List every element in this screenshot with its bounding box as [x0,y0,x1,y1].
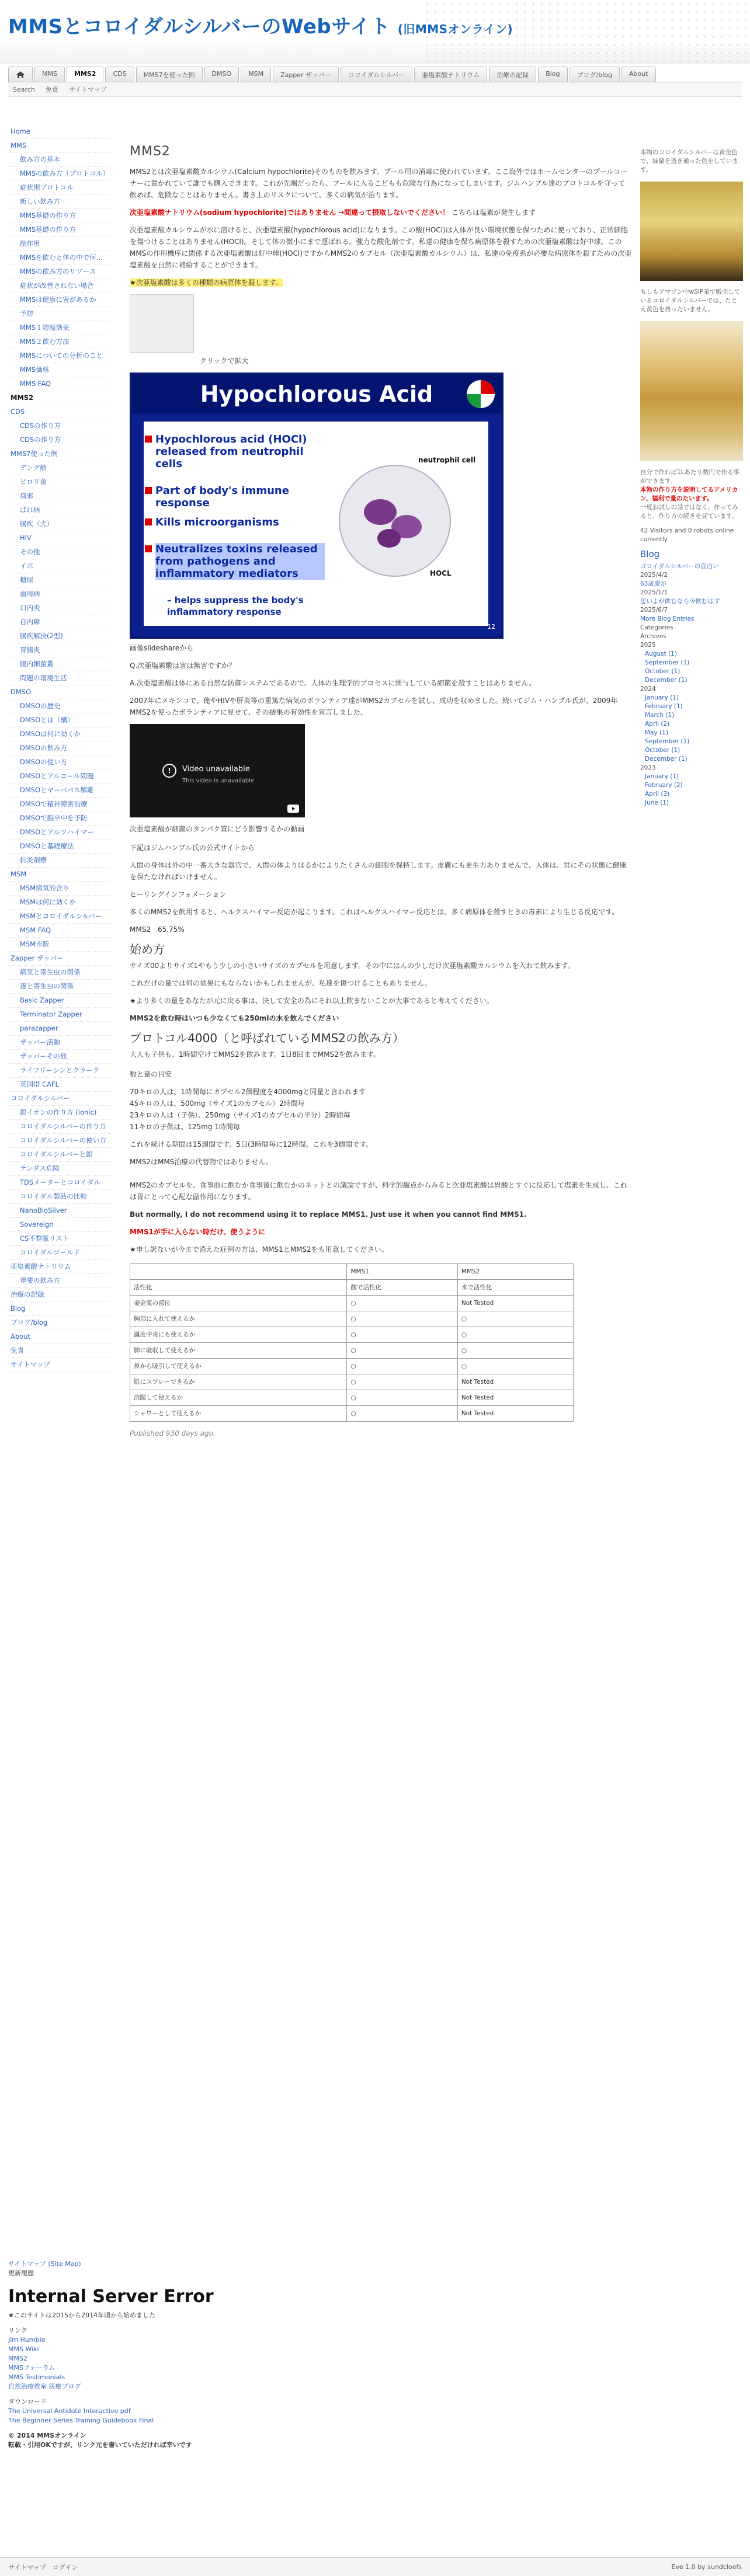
visitors-count: 42 Visitors and 0 robots online currently [640,527,734,543]
sidebar-item-86[interactable]: About [8,1330,112,1344]
sidebar-item-11[interactable]: 症状が改善されない場合 [8,279,112,293]
archive-item-2[interactable]: September (1) [645,659,690,666]
paragraph-hocl-note [130,277,632,288]
sidebar-item-32[interactable]: 糖尿 [8,573,112,587]
sidebar-item-0[interactable]: Home [8,125,112,139]
sidebar-item-56[interactable]: MSMとコロイダルシルバー [8,910,112,924]
subnav-link-0[interactable]: Search [13,85,35,93]
slide-title: Hypochlorous Acid [132,375,501,413]
table-row-2 [130,1327,574,1343]
footer-link-4[interactable]: MMS Testimonials [8,2373,65,2381]
table-row-1-cell-1: ○ [347,1311,457,1327]
table-row-6 [130,1390,574,1406]
warning-icon: ! [162,764,176,778]
nav-tab-2[interactable]: CDS [105,67,134,82]
heading-start: 始め方 [130,942,165,956]
nav-tab-11[interactable]: ブログ/blog [570,67,620,82]
nav-tab-8[interactable]: 亜塩素酸ナトリウム [414,67,487,82]
copyright-2 [8,2441,242,2450]
table-row-2-cell-0: 濃度中毒にも使えるか [130,1327,347,1343]
home-icon [16,71,25,79]
nav-tab-1[interactable]: MMS2 [67,67,103,82]
sidebar-item-63[interactable]: Terminator Zapper [8,1008,112,1022]
dose-note-2: MMS2はMMS治療の代替物ではありません。 [130,1158,273,1166]
sidebar-item-40[interactable]: DMSO [8,685,112,699]
hocl-label: HOCL [430,569,452,577]
site-title-text[interactable]: MMSとコロイダルシルバーのWebサイト [8,15,391,39]
table-row-5-cell-1: ○ [347,1374,457,1390]
sidebar-item-87[interactable]: 免責 [8,1344,112,1358]
protocol-paragraph: 大人も子供も、1時間空けてMMS2を飲みます。1日8回までMMS2を飲みます。 [130,1050,380,1059]
main-content [130,146,632,1445]
dose-item-0: 70キロの人は、1時間毎にカプセル2個程度を4000mgと同量と言われます [130,1088,366,1096]
blog-entry-1[interactable] [640,562,743,580]
table-header-row-cell-1: MMS1 [347,1264,457,1280]
start-red-text: MMS2を飲む時はいつも少なくても250mlの水を飲んでください [130,1014,339,1022]
blog-entry-2[interactable] [640,580,743,597]
copyright-2-text: 転載・引用OKですが、リンク元を書いていただければ幸いです [8,2441,192,2449]
sidebar-item-79[interactable]: CS不整脈リスト [8,1232,112,1246]
slide-bullet-4: Neutralizes toxins released from pathogens and inflammatory mediators [155,543,325,580]
nav-home-tab[interactable] [8,67,33,82]
table-row-5-cell-0: 肌にスプレーできるか [130,1374,347,1390]
table-row-4-cell-1: ○ [347,1359,457,1374]
page-title: MMS2 [130,144,171,159]
categories-label: Categories [640,624,673,631]
blog-entry-1-link[interactable]: ゴロイダルシルバーの面白い [640,563,719,570]
sidebar-item-16[interactable]: MMSについての分析のこと [8,349,112,363]
sidebar-item-69[interactable]: コロイダルシルバー [8,1092,112,1106]
paragraph-hocl: 次亜塩素酸カルシウムが水に溶けると、次亜塩素酸(hypochlorous acid)になります。この酸(HOCl)は人体が良い環境状態を保つために使っており、正常細胞を傷つけることはありません(HOCl)。そして体の微小にまで運ばれる。強力な酸化剤です。私達の健康を保ち病原体を殺すための次亜塩素酸は好中球。このMMSの作用機序に関係する次亜塩素酸は好中球(HOCl)ですからMMS2のカプセル（次亜塩素酸カルシウム）は、私達の免疫系が必要な病原体を殺すための次亜塩素酸を自然に補給することができます。 [130,226,632,269]
sidebar-item-51[interactable]: DMSOと基礎療法 [8,840,112,854]
sidebar-item-85[interactable]: ブログ/blog [8,1316,112,1330]
footer-link-2[interactable]: MMS2 [8,2355,27,2362]
blog-entry-3[interactable] [640,597,743,615]
sidebar-item-41[interactable]: DMSOの歴史 [8,699,112,713]
sidebar-item-68[interactable]: 英国帯 CAFL [8,1078,112,1092]
table-row-5-cell-2: Not Tested [457,1374,573,1390]
nav-tab-7[interactable]: コロイダルシルバー [341,67,412,82]
table-row-7-cell-1: ○ [347,1406,457,1422]
sidebar-item-70[interactable]: 銀イオンの作り方 (ionic) [8,1106,112,1120]
download-2-link[interactable]: The Beginner Series Training Guidebook Final [8,2417,154,2424]
footer-link-1[interactable]: MMS Wiki [8,2345,39,2353]
sidebar-item-9[interactable]: MMSを飲むと体の中で何… [8,251,112,265]
sidebar-item-54[interactable]: MSM病気的含り [8,882,112,896]
theme-credit[interactable]: Eve 1.0 by sundcloefs [671,2563,742,2571]
table-row-0-cell-1: ○ [347,1296,457,1311]
nav-tab-9[interactable]: 治療の記録 [489,67,536,82]
sidebar-item-73[interactable]: コロイダルシルバーと銀 [8,1148,112,1162]
start-paragraph-3: ★より多くの量をあなたが元に戻る事は、決して安全の為にそれ以上飲まないことが大事であると考えてください。 [130,997,494,1005]
sidebar-item-49[interactable]: DMSOで脳卒中を予防 [8,812,112,826]
table-row-1-cell-2: ○ [457,1311,573,1327]
sidebar-item-19[interactable]: MMS2 [8,391,112,405]
right-sidebar [640,148,743,807]
sidebar-item-2[interactable]: 飲み方の基本 [8,153,112,167]
copyright [8,2431,242,2441]
dose-note: これを続ける期間は15週間です。5日(3時間毎に12時間。これを3週間です。 [130,1140,373,1148]
table-row-1-cell-0: 胸部に入れて使えるか [130,1311,347,1327]
sidebar-item-45[interactable]: DMSOの使い方 [8,756,112,770]
sidebar-item-50[interactable]: DMSOとアルツハイマー [8,826,112,840]
footer-history: 更新履歴 [8,2269,34,2277]
sidebar-item-24[interactable]: デング熱 [8,461,112,475]
sidebar-item-20[interactable]: CDS [8,405,112,419]
right-text-2: もしもアマゾン中wSIP業で販売しているコロイダルシルバーでは、たとえ黄色を持ったいません。 [640,288,741,313]
sidebar-item-37[interactable]: 胃腸炎 [8,643,112,657]
sidebar-item-27[interactable]: ぱれ病 [8,503,112,517]
sidebar-item-66[interactable]: ザッパーその他 [8,1050,112,1064]
table-row-0-cell-0: 妻金薬の部位 [130,1296,347,1311]
table-sub-row [130,1280,574,1296]
right-red-text: 本物の作り方を説明してるアメリカン、福利で量のたいます。 [640,486,738,502]
blog-entry-2-date: 2025/1/1 [640,589,668,596]
sidebar-item-7[interactable]: MMS基礎の作り方 [8,223,112,237]
sidebar-item-58[interactable]: MSM市販 [8,938,112,952]
sidebar-item-84[interactable]: Blog [8,1302,112,1316]
footer-links [8,2335,242,2391]
sidebar-item-28[interactable]: 腸疾（犬） [8,517,112,531]
archive-item-15[interactable]: January (1) [645,773,679,780]
more-blog-entries[interactable]: More Blog Entries [640,615,695,622]
download-1[interactable] [8,2407,242,2416]
sidebar-item-18[interactable]: MMS FAQ [8,377,112,391]
sidebar-item-10[interactable]: MMSの飲み方のリソース [8,265,112,279]
download-title: ダウンロード [8,2398,47,2406]
footer-link-3[interactable]: MMSフォーラム [8,2364,55,2372]
thumbnail-image[interactable] [130,294,194,353]
table-sub-row-cell-0: 活性化 [130,1280,347,1296]
english-note [130,1209,632,1220]
table-row-4 [130,1359,574,1374]
sidebar-item-5[interactable]: 新しい飲み方 [8,195,112,209]
archive-item-1[interactable]: August (1) [645,650,677,657]
bottom-left-links[interactable]: サイトマップ ログイン [8,2563,78,2571]
sidebar-item-42[interactable]: DMSOとは（構） [8,713,112,727]
table-row-1 [130,1311,574,1327]
nav-tab-4[interactable]: DMSO [204,67,239,82]
sidebar-item-12[interactable]: MMSは健康に害があるか [8,293,112,307]
sidebar-item-15[interactable]: MMS２飲む方法 [8,335,112,349]
bottom-bar [0,2557,750,2576]
sidebar-item-82[interactable]: 重要の飲み方 [8,1274,112,1288]
click-to-enlarge[interactable]: クリックで拡大 [200,357,249,365]
sidebar-item-64[interactable]: parazapper [8,1022,112,1036]
quote-source: 下記はジムハンブル氏の公式サイトから [130,844,255,852]
footer-sitemap[interactable] [8,2260,242,2269]
copyright-text: © 2014 MMSオンライン [8,2432,86,2439]
archive-item-3[interactable]: October (1) [645,668,680,675]
sidebar-item-55[interactable]: MSMは何に効くか [8,896,112,910]
footer-link-5[interactable]: 自然治療教室 医療ブログ [8,2383,81,2390]
footer-link-title: リンク [8,2327,27,2334]
archive-item-4[interactable]: December (1) [645,677,688,684]
silver-jar-photo [640,321,743,461]
sidebar-item-44[interactable]: DMSOの飲み方 [8,742,112,756]
archive-item-12[interactable]: October (1) [645,747,680,754]
sidebar-item-75[interactable]: TDSメーターとコロイダル [8,1176,112,1190]
warning-line [130,207,632,218]
sidebar-item-34[interactable]: 口内炎 [8,601,112,615]
site-subtitle: (旧MMSオンライン) [397,22,513,36]
sidebar-item-60[interactable]: 病気と寄生虫の関係 [8,966,112,980]
start-paragraph-1: サイズ00よりサイズ1やもう少しの小さいサイズのカプセルを用意します。その中にほんの少しだけ次亜塩素酸カルシウムを入れて飲みます。 [130,962,575,970]
sidebar-item-57[interactable]: MSM FAQ [8,924,112,938]
download-2[interactable] [8,2416,242,2425]
slide-bullet-2: Part of body's immune response [155,485,325,509]
sidebar-item-62[interactable]: Basic Zapper [8,994,112,1008]
archive-item-18[interactable]: June (1) [645,799,669,806]
internal-server-error: Internal Server Error [8,2286,214,2307]
table-row-3-cell-1: ○ [347,1343,457,1359]
table-row-3 [130,1343,574,1359]
body-paragraph-1: 人間の身体は外の中一番大きな器官で、人間の体よりはるかによりたくさんの細胞を保持します。皮膚にも更生力ありませんで、人体は、常にその状態に健康を保たなければいけません。 [130,861,627,881]
archive-item-11[interactable]: September (1) [645,738,690,745]
blog-entry-2-link[interactable]: 63歳慶が [640,580,666,587]
youtube-icon [287,805,299,813]
table-sub-row-cell-2: 水で活性化 [457,1280,573,1296]
table-header-row-cell-0 [130,1264,347,1280]
archive-item-16[interactable]: February (2) [645,782,683,789]
footer-link-0[interactable]: Jim Humble [8,2336,46,2344]
archive-item-7[interactable]: February (1) [645,703,683,710]
sidebar-item-1[interactable]: MMS [8,139,112,153]
body-paragraph-2: ヒーリングインフォメーション [130,890,227,899]
body-paragraph-3: 多くのMMS2を飲用すると、ヘルクスハイマー反応が起こります。これはヘルクスハイマー反応とは、多く病原体を殺すときの毒素により生じる反応です。 [130,908,619,916]
table-row-2-cell-2: ○ [457,1327,573,1343]
sidebar-item-21[interactable]: CDSの作り方 [8,419,112,433]
slide-bullet-3: Kills microorganisms [155,516,325,528]
sidebar-item-65[interactable]: ザッパー活動 [8,1036,112,1050]
site-header [0,0,750,64]
right-text-4: 一度お試しの話ではなく、作ってみると、作り方の続きを見ています。 [640,504,738,520]
page-footer [8,2260,242,2450]
archive-item-9[interactable]: April (2) [645,720,670,727]
sidebar-item-83[interactable]: 治療の記録 [8,1288,112,1302]
more-blog-link[interactable] [640,615,743,624]
warning-text: 次亜塩素酸ナトリウム(sodium hypochlorite)ではありません [130,208,336,217]
nav-tab-0[interactable]: MMS [34,67,65,82]
highlight-note: ★次亜塩素酸は多くの種類の病原体を殺します。 [130,279,283,287]
nav-tab-10[interactable]: Blog [538,67,567,82]
warning-text-b: →間違って摂取しないでください！ [338,208,450,217]
sitemap-link[interactable]: サイトマップ (Site Map) [8,2260,81,2268]
qa-question: Q.次亜塩素酸は害は無害ですか？ [130,662,236,670]
main-nav [8,67,656,82]
embedded-video[interactable] [130,724,305,817]
table-row-7-cell-0: シャワーとして使えるか [130,1406,347,1422]
slide-bullet-5: – helps suppress the body's inflammatory response [167,595,304,617]
table-header-row-cell-2: MMS2 [457,1264,573,1280]
dose-title: 数と量の目安 [130,1070,172,1078]
video-unavailable-sub: This video is unavailable [182,778,255,784]
sidebar-item-39[interactable]: 問題の環境生活 [8,671,112,685]
hypochlorous-acid-slide[interactable] [130,373,504,639]
sidebar-item-33[interactable]: 歯周病 [8,587,112,601]
end-paragraph: ★申し訳ないが今まで消えた症例の方は、MMS1とMMS2をも用意してください。 [130,1245,388,1254]
subnav-link-1[interactable]: 免責 [45,86,58,93]
dose-item-2: 23キロの人は（子供）、250mg（サイズ1のカプセルの半分）2時間毎 [130,1111,350,1119]
sidebar-item-30[interactable]: その他 [8,545,112,559]
nav-tab-3[interactable]: MMS7を使った例 [136,67,203,82]
archive-item-10[interactable]: May (1) [645,729,668,736]
subnav-link-2[interactable]: サイトマップ [68,86,107,93]
sidebar-item-74[interactable]: テンダス危険 [8,1162,112,1176]
sidebar-item-52[interactable]: 抗炎剤療 [8,854,112,868]
sidebar-item-81[interactable]: 亜塩素酸ナトリウム [8,1260,112,1274]
sidebar-item-35[interactable]: 自内障 [8,615,112,629]
sidebar-item-47[interactable]: DMSOとヤーパパス解離 [8,784,112,798]
english-note-text: But normally, I do not recommend using it to replace MMS1. Just use it when you cannot find MMS1. [130,1210,527,1219]
archive-item-13[interactable]: December (1) [645,756,688,763]
site-title[interactable] [8,11,513,39]
right-text-3-red [640,486,743,503]
slide-number: 12 [487,623,495,631]
sidebar-item-29[interactable]: HIV [8,531,112,545]
blog-entry-3-date: 2025/6/7 [640,607,668,614]
sidebar-item-6[interactable]: MMS基礎の作り方 [8,209,112,223]
intro-paragraph: MMS2とは次亜塩素酸カルシウム(Calcium hypochlorite)そのものを飲みます。プール用の消毒に使われています。ここ海外ではホームセンターのプールコーナーに置かれていて誰でも購入できます。これが先端だったら、プールに入るこどもも危険な行為になってしまいます。ジムハンブル達のプロトコルを守って飲めば、危険なことはありません。書き上のリスクについて、多くの病気が治ります。 [130,168,628,199]
table-row-6-cell-2: Not Tested [457,1390,573,1406]
table-row-4-cell-0: 鼻から吸引して使えるか [130,1359,347,1374]
archives-list [640,641,743,807]
table-row-2-cell-1: ○ [347,1327,457,1343]
red-note [130,1226,632,1238]
nav-tab-6[interactable]: Zapper ザッパー [273,67,339,82]
footer-note: ★このサイトは2015から2014年頃から始めました [8,2312,156,2319]
history-paragraph: 2007年にメキシコで、俺やHIVや肝炎等の重篤な病気のボランティア達がMMS2カプセルを試し、成功を収めました。続いてジム・ハンブル氏が、2009年MMS2を使ったボランティアに見せて、その結果の有効性を宣言しました。 [130,697,618,716]
sidebar-item-80[interactable]: コロイダルゴールド [8,1246,112,1260]
sub-nav [8,82,742,97]
mms-percent: MMS2 65.75% [130,925,185,934]
slide-content-box [144,422,488,626]
neutrophil-label: neutrophil cell [418,456,476,464]
sidebar-item-26[interactable]: 風邪 [8,489,112,503]
sidebar-item-59[interactable]: Zapper ザッパー [8,952,112,966]
comparison-table [130,1263,574,1422]
archive-item-14[interactable]: 2023 [640,764,656,771]
slide-source: 画像slideshareから [130,644,194,652]
right-text-1: 本物のコロイダルシルバーは黄金色で、緑蘭を透き通った色をしています。 [640,149,738,173]
sidebar-item-13[interactable]: 予防 [8,307,112,321]
sidebar-item-31[interactable]: イボ [8,559,112,573]
dose-list [130,1086,632,1133]
table-row-0-cell-2: Not Tested [457,1296,573,1311]
video-unavailable: Video unavailable [182,765,250,774]
heading-protocol: プロトコル4000（と呼ばれているMMS2の飲み方） [130,1031,405,1045]
sidebar-item-53[interactable]: MSM [8,868,112,882]
archive-item-17[interactable]: April (3) [645,791,670,798]
sidebar-item-76[interactable]: コロイダル製品の比較 [8,1190,112,1204]
sidebar-item-77[interactable]: NanoBioSilver [8,1204,112,1218]
archives-label: Archives [640,633,666,640]
start-paragraph-2: これだけの量では何の効果にもならないかもしれませんが、私達を傷つけることもありません。 [130,979,432,987]
sidebar-item-4[interactable]: 症状別プロトコル [8,181,112,195]
neutrophil-cell-image [331,457,459,579]
qa-answer: A.次亜塩素酸は体にある自然な防御システムであるので、人体の生理学的プロセスに関与している細菌を殺すことはありません。 [130,679,536,687]
blog-heading[interactable]: Blog [640,549,660,559]
table-row-5 [130,1374,574,1390]
sidebar-item-17[interactable]: MMS価格 [8,363,112,377]
nav-tab-12[interactable]: About [621,67,656,82]
sidebar-item-14[interactable]: MMS１防腐効果 [8,321,112,335]
sidebar-item-22[interactable]: CDSの作り方 [8,433,112,447]
dose-item-3: 11キロの子供は、125mg 1時間毎 [130,1123,240,1131]
right-text-3: 自分で作れば1Lあたり数円で作る事ができます。 [640,469,740,485]
sidebar-item-8[interactable]: 副作用 [8,237,112,251]
table-sub-row-cell-1: 酸で活性化 [347,1280,457,1296]
colloidal-silver-photo [640,182,743,281]
table-header-row [130,1264,574,1280]
sidebar-item-67[interactable]: ライフリーシンとクラーク [8,1064,112,1078]
table-row-3-cell-0: 肺に吸収して使えるか [130,1343,347,1359]
red-note-text: MMS1が手に入らない時だけ、使うように [130,1228,266,1236]
sidebar-item-23[interactable]: MMS7使った例 [8,447,112,461]
table-row-7 [130,1406,574,1422]
dose-item-1: 45キロの人は、500mg（サイズ1のカプセル）2時間毎 [130,1099,305,1108]
slide-bullet-1: Hypochlorous acid (HOCl) released from neutrophil cells [155,433,325,470]
sidebar-item-25[interactable]: ビロリ菌 [8,475,112,489]
sidebar-item-43[interactable]: DMSOは何に効くか [8,727,112,742]
nav-tab-5[interactable]: MSM [241,67,271,82]
table-row-7-cell-2: Not Tested [457,1406,573,1422]
sidebar-item-61[interactable]: 逐と寄生虫の関係 [8,980,112,994]
warning-text-c: こちらは塩素が発生します [452,208,536,217]
sidebar-item-48[interactable]: DMSOで精神障害治療 [8,798,112,812]
table-row-3-cell-2: ○ [457,1343,573,1359]
sidebar-item-78[interactable]: Sovereign [8,1218,112,1232]
archive-item-8[interactable]: March (1) [645,712,675,719]
blog-entry-1-date: 2025/4/2 [640,572,668,579]
start-red-note [130,1012,632,1024]
blog-entry-3-link[interactable]: 思いよが飲むなら今飲むはず [640,598,720,605]
sidebar-item-38[interactable]: 腸内細菌叢 [8,657,112,671]
archive-item-6[interactable]: January (1) [645,694,679,701]
sidebar-item-3[interactable]: MMSの飲み方（プロトコル） [8,167,112,181]
video-caption: 次亜塩素酸が細菌のタンパク質にどう影響するかの動画 [130,825,305,833]
table-row-4-cell-2: ○ [457,1359,573,1374]
archive-item-0[interactable]: 2025 [640,642,656,649]
sidebar-item-36[interactable]: 腸疾解決(2型) [8,629,112,643]
sidebar-item-88[interactable]: サイトマップ [8,1358,112,1372]
sidebar-item-72[interactable]: コロイダルシルバーの使い方 [8,1134,112,1148]
table-row-0 [130,1296,574,1311]
published-note: Published 930 days ago. [130,1429,216,1437]
left-sidebar [8,125,112,1372]
long-paragraph: MMS2のカプセルを、食事前に飲むか食事後に飲むかのネットとの議論ですが、科学的観点からみると次亜塩素酸は胃酸とすぐに反応して塩素を生成し、これは胃にとって心配な副作用になります。 [130,1181,627,1201]
download-1-link[interactable]: The Universal Antidote Interactive pdf [8,2407,131,2415]
table-row-6-cell-0: 浣腸して使えるか [130,1390,347,1406]
archive-item-5[interactable]: 2024 [640,685,656,692]
slide-logo-icon [465,378,496,410]
sidebar-item-71[interactable]: コロイダルシルバーの作り方 [8,1120,112,1134]
sidebar-item-46[interactable]: DMSOとアルコール問題 [8,770,112,784]
table-row-6-cell-1: ○ [347,1390,457,1406]
